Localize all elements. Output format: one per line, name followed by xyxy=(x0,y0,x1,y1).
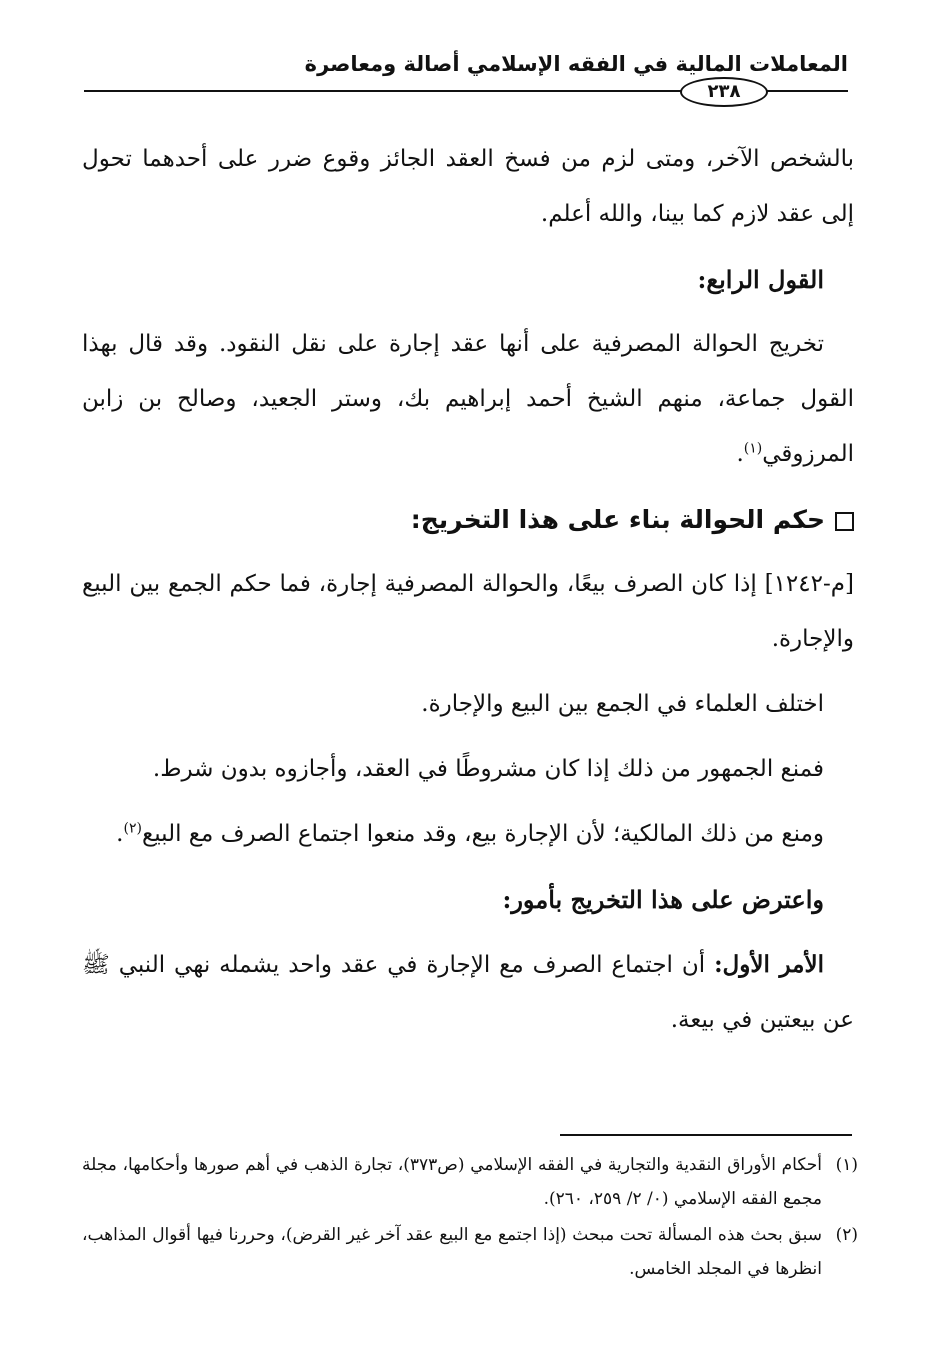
square-bullet-icon xyxy=(835,512,854,531)
footnote-2 xyxy=(82,1218,858,1286)
running-title: المعاملات المالية في الفقه الإسلامي أصالة ومعاصرة xyxy=(304,52,848,76)
footnote-text: أحكام الأوراق النقدية والتجارية في الفقه الإسلامي (ص٣٧٣)، تجارة الذهب في أهم صورها وأحكامها، مجلة مجمع الفقه الإسلامي (٠/ ٢/ ٢٥٩، ٢٦٠). xyxy=(82,1155,822,1209)
paragraph-continuation: بالشخص الآخر، ومتى لزم من فسخ العقد الجائز وقوع ضرر على أحدهما تحول إلى عقد لازم كما بينا، والله أعلم. xyxy=(82,146,854,227)
heading-fourth-opinion: القول الرابع: xyxy=(697,265,824,294)
page-number: ٢٣٨ xyxy=(680,77,768,107)
heading-objections: واعترض على هذا التخريج بأمور: xyxy=(502,885,824,914)
footnote-ref-1[interactable]: (١) xyxy=(743,440,763,457)
paragraph-disagreement: اختلف العلماء في الجمع بين البيع والإجارة. xyxy=(421,691,824,717)
footnote-separator xyxy=(560,1134,852,1136)
paragraph-end: . xyxy=(736,441,744,467)
paragraph-fourth-opinion xyxy=(82,317,854,482)
section-heading xyxy=(82,492,854,547)
paragraph-maliki xyxy=(82,807,854,862)
footnotes xyxy=(82,1148,858,1288)
paragraph-text: تخريج الحوالة المصرفية على أنها عقد إجارة على نقل النقود. وقد قال بهذا القول جماعة، منهم الشيخ أحمد إبراهيم بك، وستر الجعيد، وصالح بن زابن المرزوقي xyxy=(82,331,854,467)
paragraph-issue: [م-١٢٤٢] إذا كان الصرف بيعًا، والحوالة المصرفية إجارة، فما حكم الجمع بين البيع والإجارة. xyxy=(82,571,854,652)
section-heading-text: حكم الحوالة بناء على هذا التخريج: xyxy=(410,505,825,534)
body-text xyxy=(82,132,854,1058)
paragraph-text: أن اجتماع الصرف مع الإجارة في عقد واحد يشمله نهي النبي ﷺ عن بيعتين في بيعة. xyxy=(82,952,854,1033)
paragraph-end: . xyxy=(116,821,124,847)
footnote-1 xyxy=(82,1148,858,1216)
paragraph-text: ومنع من ذلك المالكية؛ لأن الإجارة بيع، وقد منعوا اجتماع الصرف مع البيع xyxy=(141,821,824,847)
paragraph-first-objection xyxy=(82,937,854,1048)
footnote-ref-2[interactable]: (٢) xyxy=(123,820,142,837)
first-matter-label: الأمر الأول: xyxy=(714,951,825,978)
footnote-number: (٢) xyxy=(835,1225,858,1245)
footnote-number: (١) xyxy=(835,1155,858,1175)
footnote-text: سبق بحث هذه المسألة تحت مبحث (إذا اجتمع مع البيع عقد آخر غير القرض)، وحررنا فيها أقوال المذاهب، انظرها في المجلد الخامس. xyxy=(82,1225,822,1279)
paragraph-majority: فمنع الجمهور من ذلك إذا كان مشروطًا في العقد، وأجازوه بدون شرط. xyxy=(152,756,824,782)
